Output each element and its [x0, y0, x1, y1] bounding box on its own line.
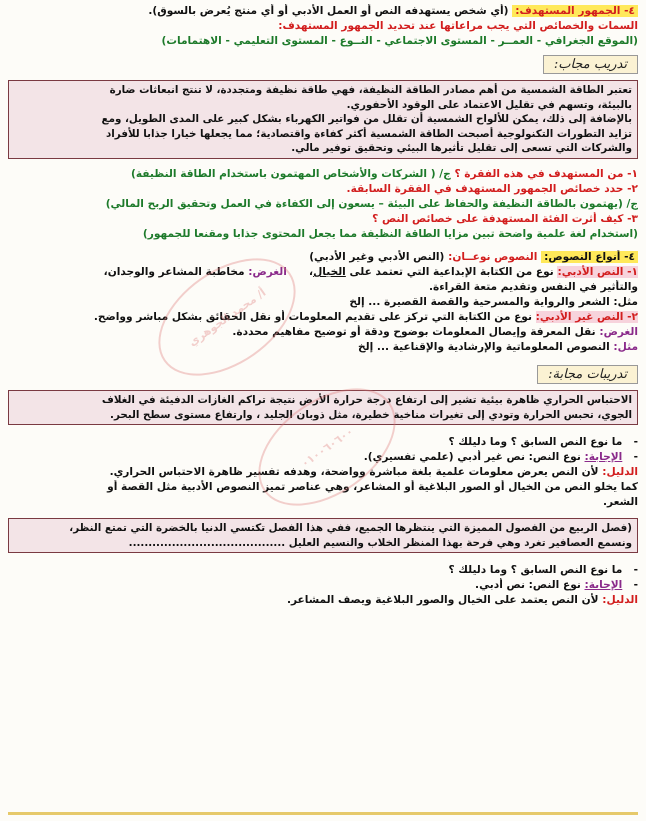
- question: ما نوع النص السابق ؟ وما دليلك ؟: [448, 564, 623, 577]
- nonliterary-examples-text: النصوص المعلوماتية والإرشادية والإقناعية ... إلخ: [358, 340, 610, 353]
- section-title-audience: [8, 4, 638, 19]
- qa3-question: [8, 563, 638, 578]
- answer: (استخدام لغة علمية واضحة تبين مزايا الطاقة النظيفة مما يجعل المحتوى جذابا ومقنعا للجمهور): [142, 227, 638, 240]
- answer: ج/ (يهتمون بالطاقة النظيفة والحفاظ على البيئة – يسعون إلى الكفاءة في العمل وتحقيق الربح المالي): [105, 197, 638, 210]
- qa3-answer: [8, 578, 638, 593]
- bullet: -: [633, 579, 638, 592]
- exercises-heading: تدريبات مجابة:: [537, 365, 638, 384]
- exercise-heading: تدريب مجاب:: [543, 55, 638, 74]
- question: ما نوع النص السابق ؟ وما دليلك ؟: [448, 436, 623, 449]
- evidence: لأن النص يعرض معلومات علمية بلغة مباشرة وواضحة، وهدفه تفسير ظاهرة الاحتباس الحراري.: [109, 466, 599, 479]
- goal-label: الغرض:: [599, 325, 638, 338]
- nonliterary-examples: [8, 340, 638, 355]
- types-label: النصوص نوعــان:: [448, 250, 538, 263]
- nonliterary-def-text: نوع من الكتابة التي تركز على تقديم المعلومات أو نقل الحقائق بشكل مباشر وواضح.: [93, 310, 532, 323]
- passage-line: بالبيئة، وتسهم في تقليل الاعتماد على الوقود الأحفوري.: [346, 98, 632, 111]
- watermark-text: أ/ محمد الجوهري: [185, 285, 269, 349]
- evidence-cont: كما يخلو النص من الخيال أو الصور البلاغية أو المشاعر، وهي عناصر تميز النصوص الأدبية مثل القصة أو: [107, 481, 638, 494]
- literary-def: [8, 265, 638, 280]
- bullet: -: [633, 451, 638, 464]
- section-title-label: ٤- الجمهور المستهدف:: [512, 5, 638, 17]
- literary-def-end: ،: [309, 265, 314, 278]
- passage-box-solar: [8, 80, 638, 159]
- traits-heading: السمات والخصائص التي يجب مراعاتها عند تحديد الجمهور المستهدف:: [278, 20, 638, 32]
- literary-label: ١- النص الأدبي:: [557, 265, 638, 278]
- passage-line: الاحتباس الحراري ظاهرة بيئية تشير إلى ارتفاع درجة حرارة الأرض نتيجة تراكم الغازات الدفيئة في الغلاف: [101, 393, 632, 406]
- literary-examples: مثل: الشعر والرواية والمسرحية والقصة القصيرة ... إلخ: [349, 295, 638, 308]
- section-title-def: (أي شخص يستهدفه النص أو العمل الأدبي أو أي منتج يُعرض بالسوق).: [148, 5, 509, 17]
- bullet: -: [633, 564, 638, 577]
- qa3-evidence: [8, 593, 638, 608]
- bottom-divider: [8, 812, 638, 815]
- literary-goal: مخاطبة المشاعر والوجدان،: [103, 265, 245, 278]
- evidence: لأن النص يعتمد على الخيال والصور البلاغية ويصف المشاعر.: [286, 594, 599, 607]
- nonliterary-label: ٢- النص غير الأدبي:: [535, 310, 638, 323]
- passage-line: والشركات التي تسعى إلى تقليل تأثيرها البيئي وتحقيق توفير مالي.: [291, 142, 632, 155]
- question: ١- من المستهدف في هذه الفقرة ؟: [454, 167, 638, 180]
- answer: نوع النص: نص أدبي.: [475, 579, 581, 592]
- answer-label: الإجابة:: [584, 579, 623, 592]
- evidence-label: الدليل:: [602, 594, 638, 607]
- evidence-cont: الشعر.: [603, 496, 638, 509]
- section-title-types: [8, 250, 638, 265]
- qa-line-1: [8, 167, 638, 182]
- literary-goal-cont: والتأثير في النفس وتقديم متعة القراءة.: [428, 280, 638, 293]
- answer: نوع النص: نص غير أدبي (علمي تفسيري).: [363, 451, 581, 464]
- passage-line: بالإضافة إلى ذلك، يمكن للألواح الشمسية أن تقلل من فواتير الكهرباء بشكل كبير على المدى الطويل، ومع: [101, 113, 632, 126]
- goal-label: الغرض:: [248, 265, 287, 278]
- types-value: (النص الأدبي وغير الأدبي): [309, 250, 445, 263]
- literary-key: الخيال: [313, 265, 346, 278]
- nonliterary-def: [8, 310, 638, 325]
- passage-line: تزايد التطورات التكنولوجية أصبحت الطاقة الشمسية أكثر كفاءة واقتصادية؛ مما يجعلها خيارا جذابا للأفراد: [105, 127, 632, 140]
- question: ٢- حدد خصائص الجمهور المستهدف في الفقرة السابقة.: [346, 182, 638, 195]
- passage-line: (فصل الربيع من الفصول المميزة التي ينتظرها الجميع، ففي هذا الفصل تكتسي الدنيا بالخضرة التي تمتع النظر،: [69, 522, 632, 535]
- question: ٣- كيف أثرت الفئة المستهدفة على خصائص النص ؟: [372, 212, 638, 225]
- watermark-text: ٠١٠٠٦٠٦٠٠: [298, 424, 356, 470]
- evidence-label: الدليل:: [602, 466, 638, 479]
- nonliterary-goal-text: نقل المعرفة وإيصال المعلومات بوضوح ودقة أو توضيح مفاهيم محددة.: [232, 325, 596, 338]
- passage-line: الجوي، تحبس الحرارة وتودي إلى تغيرات مناخية خطيرة، مثل ذوبان الجليد ، وارتفاع مستوى سطح البحر.: [110, 408, 632, 421]
- passage-box-spring: [8, 518, 638, 553]
- passage-line: ونسمع العصافير تغرد وهي فرحة بهذا المنظر الخلاب والنسيم العليل ........................................: [128, 536, 632, 549]
- answer: ج/ ( الشركات والأشخاص المهتمون باستخدام الطاقة النظيفة): [131, 167, 451, 180]
- answer-label: الإجابة:: [584, 451, 623, 464]
- section-title-label: ٤- أنواع النصوص:: [541, 251, 638, 263]
- bullet: -: [633, 436, 638, 449]
- passage-line: تعتبر الطاقة الشمسية من أهم مصادر الطاقة النظيفة، فهي طاقة نظيفة ومتجددة، لا تنتج انبعاثات ضارة: [109, 84, 632, 96]
- nonliterary-goal: [8, 325, 638, 340]
- traits-list: (الموقع الجغرافي - العمــر - المستوى الاجتماعي - النــوع - المستوى التعليمي - الاهتمامات): [161, 35, 638, 47]
- example-label: مثل:: [613, 340, 638, 353]
- literary-def-text: نوع من الكتابة الإبداعية التي تعتمد على: [349, 265, 554, 278]
